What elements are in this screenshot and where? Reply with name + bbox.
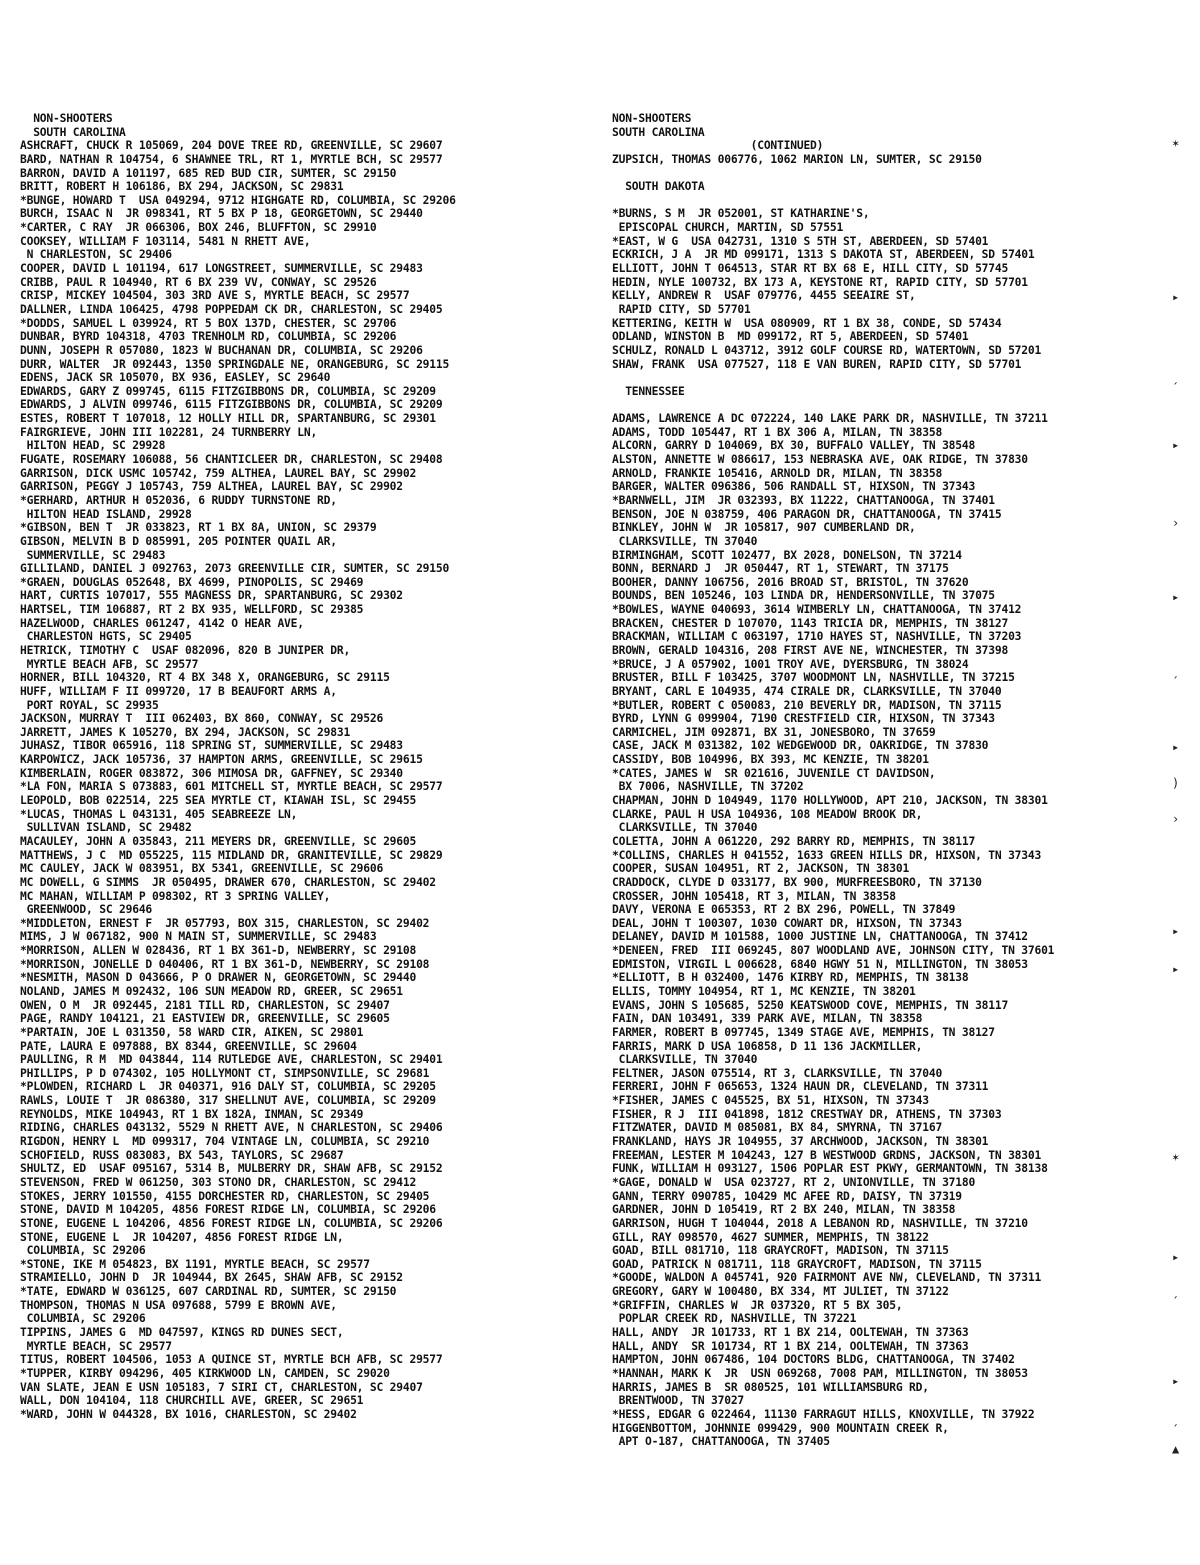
listing-entry: THOMPSON, THOMAS N USA 097688, 5799 E BROWN AVE, <box>20 1298 337 1312</box>
listing-entry: BIRMINGHAM, SCOTT 102477, BX 2028, DONELSON, TN 37214 <box>612 548 962 562</box>
listing-entry: GANN, TERRY 090785, 10429 MC AFEE RD, DAISY, TN 37319 <box>612 1189 962 1203</box>
listing-entry: HORNER, BILL 104320, RT 4 BX 348 X, ORANGEBURG, SC 29115 <box>20 671 390 685</box>
listing-entry: COOPER, DAVID L 101194, 617 LONGSTREET, SUMMERVILLE, SC 29483 <box>20 262 423 276</box>
listing-entry: PAGE, RANDY 104121, 21 EASTVIEW DR, GREENVILLE, SC 29605 <box>20 1012 390 1026</box>
listing-entry: *LUCAS, THOMAS L 043131, 405 SEABREEZE LN, <box>20 807 298 821</box>
listing-entry: FARRIS, MARK D USA 106858, D 11 136 JACKMILLER, <box>612 1039 923 1053</box>
margin-mark-icon: ˏ <box>1172 1284 1180 1298</box>
listing-entry: RAWLS, LOUIE T JR 086380, 317 SHELLNUT AVE, COLUMBIA, SC 29209 <box>20 1094 436 1108</box>
listing-entry: COOPER, SUSAN 104951, RT 2, JACKSON, TN 38301 <box>612 862 910 876</box>
listing-entry: HALL, ANDY JR 101733, RT 1 BX 214, OOLTEWAH, TN 37363 <box>612 1326 969 1340</box>
margin-mark-icon: ▸ <box>1172 924 1180 938</box>
listing-entry: BARGER, WALTER 096386, 506 RANDALL ST, HIXSON, TN 37343 <box>612 480 976 494</box>
listing-entry: HETRICK, TIMOTHY C USAF 082096, 820 B JUNIPER DR, <box>20 643 351 657</box>
listing-entry: RAPID CITY, SD 57701 <box>612 302 751 316</box>
listing-entry: FUGATE, ROSEMARY 106088, 56 CHANTICLEER DR, CHARLESTON, SC 29408 <box>20 453 443 467</box>
listing-entry: CLARKSVILLE, TN 37040 <box>612 821 758 835</box>
listing-entry: COLUMBIA, SC 29206 <box>20 1312 146 1326</box>
listing-entry: *GRIFFIN, CHARLES W JR 037320, RT 5 BX 305, <box>612 1298 903 1312</box>
right-column <box>612 112 1054 1449</box>
listing-entry: ESTES, ROBERT T 107018, 12 HOLLY HILL DR, SPARTANBURG, SC 29301 <box>20 412 436 426</box>
listing-entry: *BRUCE, J A 057902, 1001 TROY AVE, DYERSBURG, TN 38024 <box>612 657 969 671</box>
listing-entry: OWEN, O M JR 092445, 2181 TILL RD, CHARLESTON, SC 29407 <box>20 998 390 1012</box>
listing-entry: EDWARDS, GARY Z 099745, 6115 FITZGIBBONS DR, COLUMBIA, SC 29209 <box>20 384 436 398</box>
listing-entry: KELLY, ANDREW R USAF 079776, 4455 SEEAIRE ST, <box>612 289 916 303</box>
listing-entry: *GAGE, DONALD W USA 023727, RT 2, UNIONVILLE, TN 37180 <box>612 1175 976 1189</box>
margin-mark-icon: ˏ <box>1172 664 1180 678</box>
listing-entry: HUFF, WILLIAM F II 099720, 17 B BEAUFORT ARMS A, <box>20 684 337 698</box>
listing-entry: FARMER, ROBERT B 097745, 1349 STAGE AVE, MEMPHIS, TN 38127 <box>612 1025 995 1039</box>
listing-entry: *BURNS, S M JR 052001, ST KATHARINE'S, <box>612 207 870 221</box>
listing-entry: COLUMBIA, SC 29206 <box>20 1244 146 1258</box>
listing-entry: N CHARLESTON, SC 29406 <box>20 248 172 262</box>
listing-entry: *NESMITH, MASON D 043666, P O DRAWER N, GEORGETOWN, SC 29440 <box>20 971 417 985</box>
listing-entry: HARRIS, JAMES B SR 080525, 101 WILLIAMSBURG RD, <box>612 1380 929 1394</box>
margin-mark-icon: › <box>1172 516 1180 530</box>
listing-entry: RIGDON, HENRY L MD 099317, 704 VINTAGE LN, COLUMBIA, SC 29210 <box>20 1135 430 1149</box>
listing-entry: *BUTLER, ROBERT C 050083, 210 BEVERLY DR, MADISON, TN 37115 <box>612 698 1002 712</box>
listing-entry: DELANEY, DAVID M 101588, 1000 JUSTINE LN, CHATTANOOGA, TN 37412 <box>612 930 1028 944</box>
listing-entry: NOLAND, JAMES M 092432, 106 SUN MEADOW RD, GREER, SC 29651 <box>20 985 403 998</box>
listing-entry: POPLAR CREEK RD, NASHVILLE, TN 37221 <box>612 1312 857 1326</box>
listing-entry: BRYANT, CARL E 104935, 474 CIRALE DR, CLARKSVILLE, TN 37040 <box>612 684 1002 698</box>
section-header: (CONTINUED) <box>612 139 824 153</box>
listing-entry: *TUPPER, KIRBY 094296, 405 KIRKWOOD LN, CAMDEN, SC 29020 <box>20 1366 390 1380</box>
listing-entry: ODLAND, WINSTON B MD 099172, RT 5, ABERDEEN, SD 57401 <box>612 330 969 344</box>
listing-entry: *GRAEN, DOUGLAS 052648, BX 4699, PINOPOLIS, SC 29469 <box>20 575 364 589</box>
listing-entry: GREENWOOD, SC 29646 <box>20 903 153 917</box>
listing-entry: CLARKSVILLE, TN 37040 <box>612 1053 758 1067</box>
section-spacer <box>612 371 1054 385</box>
listing-entry: CRISP, MICKEY 104504, 303 3RD AVE S, MYRTLE BEACH, SC 29577 <box>20 289 410 303</box>
listing-entry: CLARKSVILLE, TN 37040 <box>612 534 758 548</box>
listing-entry: DEAL, JOHN T 100307, 1030 COWART DR, HIXSON, TN 37343 <box>612 916 962 930</box>
listing-entry: HART, CURTIS 107017, 555 MAGNESS DR, SPARTANBURG, SC 29302 <box>20 589 403 603</box>
listing-entry: *EAST, W G USA 042731, 1310 S 5TH ST, ABERDEEN, SD 57401 <box>612 234 989 248</box>
listing-entry: CROSSER, JOHN 105418, RT 3, MILAN, TN 38358 <box>612 889 896 903</box>
listing-entry: SUMMERVILLE, SC 29483 <box>20 548 166 562</box>
listing-entry: LEOPOLD, BOB 022514, 225 SEA MYRTLE CT, KIAWAH ISL, SC 29455 <box>20 794 417 808</box>
section-spacer <box>612 398 1054 412</box>
listing-entry: STOKES, JERRY 101550, 4155 DORCHESTER RD, CHARLESTON, SC 29405 <box>20 1189 430 1203</box>
listing-entry: KIMBERLAIN, ROGER 083872, 306 MIMOSA DR, GAFFNEY, SC 29340 <box>20 766 403 780</box>
listing-entry: DALLNER, LINDA 106425, 4798 POPPEDAM CK DR, CHARLESTON, SC 29405 <box>20 302 443 316</box>
listing-entry: DUNN, JOSEPH R 057080, 1823 W BUCHANAN DR, COLUMBIA, SC 29206 <box>20 343 423 357</box>
listing-entry: MYRTLE BEACH, SC 29577 <box>20 1339 172 1353</box>
listing-entry: PAULLING, R M MD 043844, 114 RUTLEDGE AVE, CHARLESTON, SC 29401 <box>20 1053 443 1067</box>
listing-entry: *GOODE, WALDON A 045741, 920 FAIRMONT AVE NW, CLEVELAND, TN 37311 <box>612 1271 1042 1285</box>
listing-entry: BROWN, GERALD 104316, 208 FIRST AVE NE, WINCHESTER, TN 37398 <box>612 643 1009 657</box>
listing-entry: FUNK, WILLIAM H 093127, 1506 POPLAR EST PKWY, GERMANTOWN, TN 38138 <box>612 1162 1048 1176</box>
listing-entry: MACAULEY, JOHN A 035843, 211 MEYERS DR, GREENVILLE, SC 29605 <box>20 834 417 848</box>
margin-marks <box>1172 0 1196 1565</box>
listing-entry: DURR, WALTER JR 092443, 1350 SPRINGDALE NE, ORANGEBURG, SC 29115 <box>20 357 450 371</box>
margin-mark-icon: ▲ <box>1172 1442 1180 1456</box>
listing-entry: HAZELWOOD, CHARLES 061247, 4142 O HEAR AVE, <box>20 616 304 630</box>
listing-entry: *GERHARD, ARTHUR H 052036, 6 RUDDY TURNSTONE RD, <box>20 493 337 507</box>
listing-entry: BINKLEY, JOHN W JR 105817, 907 CUMBERLAND DR, <box>612 521 916 535</box>
listing-entry: *PARTAIN, JOE L 031350, 58 WARD CIR, AIKEN, SC 29801 <box>20 1025 364 1039</box>
section-header: SOUTH CAROLINA <box>20 125 126 139</box>
listing-entry: GARRISON, HUGH T 104044, 2018 A LEBANON RD, NASHVILLE, TN 37210 <box>612 1216 1028 1230</box>
listing-entry: FISHER, R J III 041898, 1812 CRESTWAY DR, ATHENS, TN 37303 <box>612 1107 1002 1121</box>
listing-entry: HIGGENBOTTOM, JOHNNIE 099429, 900 MOUNTAIN CREEK R, <box>612 1421 949 1435</box>
margin-mark-icon: ✶ <box>1172 1150 1180 1164</box>
listing-entry: PORT ROYAL, SC 29935 <box>20 698 159 712</box>
listing-entry: SHAW, FRANK USA 077527, 118 E VAN BUREN, RAPID CITY, SD 57701 <box>612 357 1022 371</box>
section-header: SOUTH CAROLINA <box>612 125 705 139</box>
listing-entry: DAVY, VERONA E 065353, RT 2 BX 296, POWELL, TN 37849 <box>612 903 956 917</box>
listing-entry: *MORRISON, ALLEN W 028436, RT 1 BX 361-D, NEWBERRY, SC 29108 <box>20 944 417 958</box>
listing-entry: RIDING, CHARLES 043132, 5529 N RHETT AVE, N CHARLESTON, SC 29406 <box>20 1121 443 1135</box>
listing-entry: GOAD, PATRICK N 081711, 118 GRAYCROFT, MADISON, TN 37115 <box>612 1257 982 1271</box>
listing-entry: FERRERI, JOHN F 065653, 1324 HAUN DR, CLEVELAND, TN 37311 <box>612 1080 989 1094</box>
listing-entry: CRIBB, PAUL R 104940, RT 6 BX 239 VV, CONWAY, SC 29526 <box>20 275 377 289</box>
margin-mark-icon: ▸ <box>1172 438 1180 452</box>
listing-entry: CASE, JACK M 031382, 102 WEDGEWOOD DR, OAKRIDGE, TN 37830 <box>612 739 989 753</box>
listing-entry: MC DOWELL, G SIMMS JR 050495, DRAWER 670, CHARLESTON, SC 29402 <box>20 875 436 889</box>
margin-mark-icon: ▸ <box>1172 290 1180 304</box>
listing-entry: HEDIN, NYLE 100732, BX 173 A, KEYSTONE RT, RAPID CITY, SD 57701 <box>612 275 1028 289</box>
listing-entry: FITZWATER, DAVID M 085081, BX 84, SMYRNA, TN 37167 <box>612 1121 943 1135</box>
listing-entry: GARRISON, DICK USMC 105742, 759 ALTHEA, LAUREL BAY, SC 29902 <box>20 466 417 480</box>
listing-entry: TITUS, ROBERT 104506, 1053 A QUINCE ST, MYRTLE BCH AFB, SC 29577 <box>20 1353 443 1367</box>
listing-entry: CASSIDY, BOB 104996, BX 393, MC KENZIE, TN 38201 <box>612 753 929 767</box>
listing-entry: *HESS, EDGAR G 022464, 11130 FARRAGUT HILLS, KNOXVILLE, TN 37922 <box>612 1407 1035 1421</box>
listing-entry: ALSTON, ANNETTE W 086617, 153 NEBRASKA AVE, OAK RIDGE, TN 37830 <box>612 453 1028 467</box>
listing-entry: SCHULZ, RONALD L 043712, 3912 GOLF COURSE RD, WATERTOWN, SD 57201 <box>612 343 1042 357</box>
margin-mark-icon: ▸ <box>1172 590 1180 604</box>
left-column <box>20 112 456 1422</box>
listing-entry: BARRON, DAVID A 101197, 685 RED BUD CIR, SUMTER, SC 29150 <box>20 166 397 180</box>
listing-entry: MIMS, J W 067182, 900 N MAIN ST, SUMMERVILLE, SC 29483 <box>20 930 377 944</box>
listing-entry: *HANNAH, MARK K JR USN 069268, 7008 PAM, MILLINGTON, TN 38053 <box>612 1366 1028 1380</box>
margin-mark-icon: ˏ <box>1172 370 1180 384</box>
listing-entry: *MORRISON, JONELLE D 040406, RT 1 BX 361-D, NEWBERRY, SC 29108 <box>20 957 430 971</box>
margin-mark-icon: ▸ <box>1172 962 1180 976</box>
listing-entry: *BUNGE, HOWARD T USA 049294, 9712 HIGHGATE RD, COLUMBIA, SC 29206 <box>20 193 456 207</box>
listing-entry: BOOHER, DANNY 106756, 2016 BROAD ST, BRISTOL, TN 37620 <box>612 575 969 589</box>
listing-entry: MYRTLE BEACH AFB, SC 29577 <box>20 657 199 671</box>
listing-entry: EPISCOPAL CHURCH, MARTIN, SD 57551 <box>612 221 844 235</box>
listing-entry: BURCH, ISAAC N JR 098341, RT 5 BX P 18, GEORGETOWN, SC 29440 <box>20 207 423 221</box>
listing-entry: *BOWLES, WAYNE 040693, 3614 WIMBERLY LN, CHATTANOOGA, TN 37412 <box>612 603 1022 617</box>
listing-entry: BYRD, LYNN G 099904, 7190 CRESTFIELD CIR, HIXSON, TN 37343 <box>612 712 995 726</box>
listing-entry: CHAPMAN, JOHN D 104949, 1170 HOLLYWOOD, APT 210, JACKSON, TN 38301 <box>612 794 1048 808</box>
listing-entry: WALL, DON 104104, 118 CHURCHILL AVE, GREER, SC 29651 <box>20 1394 364 1408</box>
listing-entry: *STONE, IKE M 054823, BX 1191, MYRTLE BEACH, SC 29577 <box>20 1257 370 1271</box>
listing-entry: HARTSEL, TIM 106887, RT 2 BX 935, WELLFORD, SC 29385 <box>20 603 364 617</box>
listing-entry: STRAMIELLO, JOHN D JR 104944, BX 2645, SHAW AFB, SC 29152 <box>20 1271 403 1285</box>
listing-entry: BENSON, JOE N 038759, 406 PARAGON DR, CHATTANOOGA, TN 37415 <box>612 507 1002 521</box>
margin-mark-icon: › <box>1172 812 1180 826</box>
listing-entry: BOUNDS, BEN 105246, 103 LINDA DR, HENDERSONVILLE, TN 37075 <box>612 589 995 603</box>
section-header: TENNESSEE <box>612 384 685 398</box>
listing-entry: ELLIOTT, JOHN T 064513, STAR RT BX 68 E, HILL CITY, SD 57745 <box>612 262 1009 276</box>
listing-entry: HILTON HEAD, SC 29928 <box>20 439 166 453</box>
listing-entry: SHULTZ, ED USAF 095167, 5314 B, MULBERRY DR, SHAW AFB, SC 29152 <box>20 1162 443 1176</box>
section-header: NON-SHOOTERS <box>20 112 113 125</box>
listing-entry: EDMISTON, VIRGIL L 006628, 6840 HGWY 51 N, MILLINGTON, TN 38053 <box>612 957 1028 971</box>
listing-entry: *LA FON, MARIA S 073883, 601 MITCHELL ST, MYRTLE BEACH, SC 29577 <box>20 780 443 794</box>
listing-entry: CHARLESTON HGTS, SC 29405 <box>20 630 192 644</box>
listing-entry: BRITT, ROBERT H 106186, BX 294, JACKSON, SC 29831 <box>20 180 344 194</box>
listing-entry: PATE, LAURA E 097888, BX 8344, GREENVILLE, SC 29604 <box>20 1039 357 1053</box>
listing-entry: *CARTER, C RAY JR 066306, BOX 246, BLUFFTON, SC 29910 <box>20 221 377 235</box>
listing-entry: JARRETT, JAMES K 105270, BX 294, JACKSON, SC 29831 <box>20 725 351 739</box>
listing-entry: GREGORY, GARY W 100480, BX 334, MT JULIET, TN 37122 <box>612 1285 949 1299</box>
listing-entry: MATTHEWS, J C MD 055225, 115 MIDLAND DR, GRANITEVILLE, SC 29829 <box>20 848 443 862</box>
listing-entry: HALL, ANDY SR 101734, RT 1 BX 214, OOLTEWAH, TN 37363 <box>612 1339 969 1353</box>
listing-entry: *MIDDLETON, ERNEST F JR 057793, BOX 315, CHARLESTON, SC 29402 <box>20 916 430 930</box>
listing-entry: *DODDS, SAMUEL L 039924, RT 5 BOX 137D, CHESTER, SC 29706 <box>20 316 397 330</box>
listing-entry: *CATES, JAMES W SR 021616, JUVENILE CT DAVIDSON, <box>612 766 936 780</box>
listing-entry: *COLLINS, CHARLES H 041552, 1633 GREEN HILLS DR, HIXSON, TN 37343 <box>612 848 1042 862</box>
margin-mark-icon: ) <box>1172 776 1180 790</box>
listing-entry: *BARNWELL, JIM JR 032393, BX 11222, CHATTANOOGA, TN 37401 <box>612 493 995 507</box>
listing-entry: PHILLIPS, P D 074302, 105 HOLLYMONT CT, SIMPSONVILLE, SC 29681 <box>20 1066 430 1080</box>
listing-entry: GIBSON, MELVIN B D 085991, 205 POINTER QUAIL AR, <box>20 534 337 548</box>
margin-mark-icon: ˏ <box>1172 1412 1180 1426</box>
section-header: SOUTH DAKOTA <box>612 180 705 194</box>
margin-mark-icon: ✶ <box>1172 136 1180 150</box>
listing-entry: ALCORN, GARRY D 104069, BX 30, BUFFALO VALLEY, TN 38548 <box>612 439 976 453</box>
listing-entry: JUHASZ, TIBOR 065916, 118 SPRING ST, SUMMERVILLE, SC 29483 <box>20 739 403 753</box>
listing-entry: *DENEEN, FRED III 069245, 807 WOODLAND AVE, JOHNSON CITY, TN 37601 <box>612 944 1055 958</box>
listing-entry: BRENTWOOD, TN 37027 <box>612 1394 745 1408</box>
listing-entry: FELTNER, JASON 075514, RT 3, CLARKSVILLE, TN 37040 <box>612 1066 943 1080</box>
listing-entry: STONE, EUGENE L 104206, 4856 FOREST RIDGE LN, COLUMBIA, SC 29206 <box>20 1216 443 1230</box>
listing-entry: VAN SLATE, JEAN E USN 105183, 7 SIRI CT, CHARLESTON, SC 29407 <box>20 1380 423 1394</box>
listing-entry: ECKRICH, J A JR MD 099171, 1313 S DAKOTA ST, ABERDEEN, SD 57401 <box>612 248 1035 262</box>
listing-entry: BX 7006, NASHVILLE, TN 37202 <box>612 780 804 794</box>
listing-entry: FAIN, DAN 103491, 339 PARK AVE, MILAN, TN 38358 <box>612 1012 923 1026</box>
listing-entry: MC MAHAN, WILLIAM P 098302, RT 3 SPRING VALLEY, <box>20 889 331 903</box>
listing-entry: HAMPTON, JOHN 067486, 104 DOCTORS BLDG, CHATTANOOGA, TN 37402 <box>612 1353 1015 1367</box>
listing-entry: FREEMAN, LESTER M 104243, 127 B WESTWOOD GRDNS, JACKSON, TN 38301 <box>612 1148 1042 1162</box>
listing-entry: GOAD, BILL 081710, 118 GRAYCROFT, MADISON, TN 37115 <box>612 1244 949 1258</box>
listing-entry: *FISHER, JAMES C 045525, BX 51, HIXSON, TN 37343 <box>612 1094 929 1108</box>
listing-entry: ASHCRAFT, CHUCK R 105069, 204 DOVE TREE RD, GREENVILLE, SC 29607 <box>20 139 443 153</box>
listing-entry: FRANKLAND, HAYS JR 104955, 37 ARCHWOOD, JACKSON, TN 38301 <box>612 1135 989 1149</box>
listing-entry: ARNOLD, FRANKIE 105416, ARNOLD DR, MILAN, TN 38358 <box>612 466 943 480</box>
listing-entry: EDENS, JACK SR 105070, BX 936, EASLEY, SC 29640 <box>20 371 331 385</box>
listing-entry: BARD, NATHAN R 104754, 6 SHAWNEE TRL, RT 1, MYRTLE BCH, SC 29577 <box>20 152 443 166</box>
listing-entry: GILLILAND, DANIEL J 092763, 2073 GREENVILLE CIR, SUMTER, SC 29150 <box>20 562 450 576</box>
listing-entry: STONE, DAVID M 104205, 4856 FOREST RIDGE LN, COLUMBIA, SC 29206 <box>20 1203 436 1217</box>
listing-entry: REYNOLDS, MIKE 104943, RT 1 BX 182A, INMAN, SC 29349 <box>20 1107 364 1121</box>
listing-entry: COOKSEY, WILLIAM F 103114, 5481 N RHETT AVE, <box>20 234 311 248</box>
listing-entry: JACKSON, MURRAY T III 062403, BX 860, CONWAY, SC 29526 <box>20 712 384 726</box>
listing-entry: *GIBSON, BEN T JR 033823, RT 1 BX 8A, UNION, SC 29379 <box>20 521 377 535</box>
listing-entry: STEVENSON, FRED W 061250, 303 STONO DR, CHARLESTON, SC 29412 <box>20 1175 417 1189</box>
listing-entry: CLARKE, PAUL H USA 104936, 108 MEADOW BROOK DR, <box>612 807 923 821</box>
listing-entry: MC CAULEY, JACK W 083951, BX 5341, GREENVILLE, SC 29606 <box>20 862 384 876</box>
listing-entry: GARRISON, PEGGY J 105743, 759 ALTHEA, LAUREL BAY, SC 29902 <box>20 480 403 494</box>
listing-entry: *TATE, EDWARD W 036125, 607 CARDINAL RD, SUMTER, SC 29150 <box>20 1285 397 1299</box>
listing-entry: GILL, RAY 098570, 4627 SUMMER, MEMPHIS, TN 38122 <box>612 1230 929 1244</box>
listing-entry: EVANS, JOHN S 105685, 5250 KEATSWOOD COVE, MEMPHIS, TN 38117 <box>612 998 1009 1012</box>
listing-entry: KETTERING, KEITH W USA 080909, RT 1 BX 38, CONDE, SD 57434 <box>612 316 1002 330</box>
listing-entry: ZUPSICH, THOMAS 006776, 1062 MARION LN, SUMTER, SC 29150 <box>612 152 982 166</box>
section-spacer <box>612 167 1054 181</box>
listing-entry: FAIRGRIEVE, JOHN III 102281, 24 TURNBERRY LN, <box>20 425 318 439</box>
section-spacer <box>612 194 1054 208</box>
margin-mark-icon: ▸ <box>1172 1250 1180 1264</box>
listing-entry: *PLOWDEN, RICHARD L JR 040371, 916 DALY ST, COLUMBIA, SC 29205 <box>20 1080 436 1094</box>
listing-entry: COLETTA, JOHN A 061220, 292 BARRY RD, MEMPHIS, TN 38117 <box>612 834 976 848</box>
listing-entry: APT O-187, CHATTANOOGA, TN 37405 <box>612 1435 830 1449</box>
listing-entry: CRADDOCK, CLYDE D 033177, BX 900, MURFREESBORO, TN 37130 <box>612 875 982 889</box>
listing-entry: HILTON HEAD ISLAND, 29928 <box>20 507 192 521</box>
listing-entry: *WARD, JOHN W 044328, BX 1016, CHARLESTON, SC 29402 <box>20 1407 357 1421</box>
listing-entry: SCHOFIELD, RUSS 083083, BX 543, TAYLORS, SC 29687 <box>20 1148 344 1162</box>
listing-entry: BONN, BERNARD J JR 050447, RT 1, STEWART, TN 37175 <box>612 562 949 576</box>
listing-entry: ELLIS, TOMMY 104954, RT 1, MC KENZIE, TN 38201 <box>612 985 916 998</box>
listing-entry: *ELLIOTT, B H 032400, 1476 KIRBY RD, MEMPHIS, TN 38138 <box>612 971 969 985</box>
listing-entry: KARPOWICZ, JACK 105736, 37 HAMPTON ARMS, GREENVILLE, SC 29615 <box>20 753 423 767</box>
listing-entry: SULLIVAN ISLAND, SC 29482 <box>20 821 192 835</box>
listing-entry: ADAMS, LAWRENCE A DC 072224, 140 LAKE PARK DR, NASHVILLE, TN 37211 <box>612 412 1048 426</box>
listing-entry: ADAMS, TODD 105447, RT 1 BX 306 A, MILAN, TN 38358 <box>612 425 943 439</box>
listing-entry: BRACKEN, CHESTER D 107070, 1143 TRICIA DR, MEMPHIS, TN 38127 <box>612 616 1009 630</box>
section-header: NON-SHOOTERS <box>612 112 692 125</box>
margin-mark-icon: ▸ <box>1172 1374 1180 1388</box>
listing-entry: STONE, EUGENE L JR 104207, 4856 FOREST RIDGE LN, <box>20 1230 344 1244</box>
listing-entry: DUNBAR, BYRD 104318, 4703 TRENHOLM RD, COLUMBIA, SC 29206 <box>20 330 397 344</box>
margin-mark-icon: ▸ <box>1172 740 1180 754</box>
listing-entry: EDWARDS, J ALVIN 099746, 6115 FITZGIBBONS DR, COLUMBIA, SC 29209 <box>20 398 443 412</box>
listing-entry: BRACKMAN, WILLIAM C 063197, 1710 HAYES ST, NASHVILLE, TN 37203 <box>612 630 1022 644</box>
listing-entry: GARDNER, JOHN D 105419, RT 2 BX 240, MILAN, TN 38358 <box>612 1203 956 1217</box>
listing-entry: TIPPINS, JAMES G MD 047597, KINGS RD DUNES SECT, <box>20 1326 344 1340</box>
listing-entry: CARMICHEL, JIM 092871, BX 31, JONESBORO, TN 37659 <box>612 725 936 739</box>
listing-entry: BRUSTER, BILL F 103425, 3707 WOODMONT LN, NASHVILLE, TN 37215 <box>612 671 1015 685</box>
